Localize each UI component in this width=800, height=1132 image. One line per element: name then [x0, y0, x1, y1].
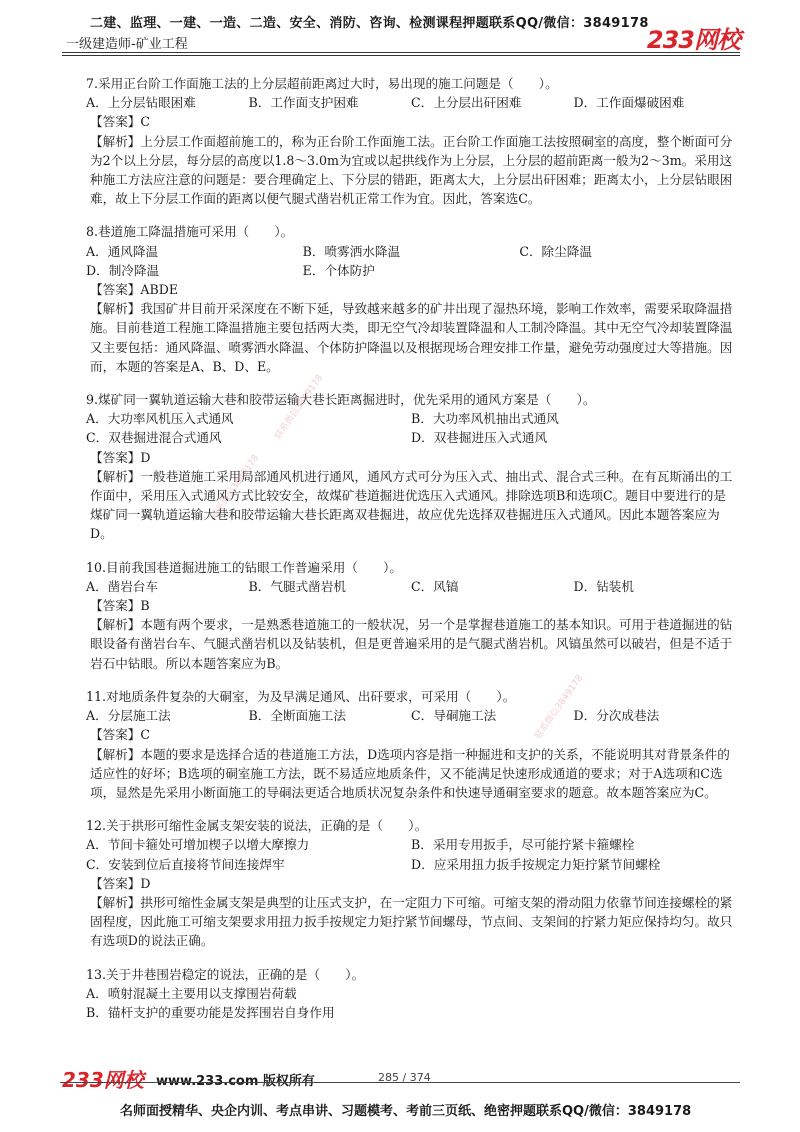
option-item: A．通风降温 [86, 243, 159, 259]
option-item: D．钻装机 [573, 578, 634, 594]
answer-line: 【答案】D [90, 449, 151, 465]
option-list [86, 242, 736, 280]
option-list [86, 577, 736, 596]
watermark-3: 联系微信3849178 [533, 673, 586, 742]
option-item: D．分次成巷法 [573, 708, 660, 724]
footer-promo: 名师面授精华、央企内训、考点串讲、习题模考、考前三页纸、绝密押题联系QQ/微信：3849178 [120, 1104, 692, 1119]
option-item: B．喷雾洒水降温 [302, 243, 401, 259]
option-item: B．大功率风机抽出式通风 [411, 411, 559, 427]
footer-rule [60, 1082, 740, 1083]
question-block [86, 687, 736, 802]
option-list [86, 984, 736, 1022]
option-list [86, 706, 736, 725]
analysis-text: 【解析】拱形可缩性金属支架是典型的让压式支护，在一定阻力下可缩。可缩支架的滑动阻力依靠节间连接螺栓的紧固程度，因此施工可缩支架要求用扭力扳手按规定力矩拧紧节间螺母，节点间、支架间的拧紧力矩应保持均匀。故只有选项D的说法正确。 [90, 894, 733, 949]
question-block [86, 965, 736, 1023]
option-item: B．采用专用扳手，尽可能拧紧卡箍螺栓 [411, 837, 635, 853]
question-stem: 8.巷道施工降温措施可采用（ ）。 [86, 224, 294, 240]
analysis-text: 【解析】本题的要求是选择合适的巷道施工方法，D选项内容是指一种掘进和支护的关系，不能说明其对背景条件的适应性的好坏；B选项的硐室施工方法，既不易适应地质条件，又不能满足快速形成通道的要求；对于A选项和C选项，显然是先采用小断面施工的导硐法更适合地质状况复杂条件和快速导通硐室要求的题意。故本题答案应为C。 [90, 746, 730, 800]
option-item: A．上分层钻眼困难 [86, 95, 196, 111]
option-item: C．双巷掘进混合式通风 [86, 430, 222, 446]
watermark-2: 联系微信3849178 [273, 373, 326, 442]
option-item: A．凿岩台车 [86, 578, 159, 594]
footer-logo: 233网校 [62, 1068, 144, 1092]
question-stem: 9.煤矿同一翼轨道运输大巷和胶带运输大巷长距离掘进时，优先采用的通风方案是（ ）。 [86, 392, 596, 408]
watermark-1: 联系微信3849178 [209, 453, 262, 522]
analysis-text: 【解析】一般巷道施工采用局部通风机进行通风，通风方式可分为压入式、抽出式、混合式三种。在有瓦斯涌出的工作面中，采用压入式通风方式比较安全，故煤矿巷道掘进优选压入式通风。排除选项B和选项C。题目中要进行的是煤矿同一翼轨道运输大巷和胶带运输大巷长距离双巷掘进，故应优先选择双巷掘进压入式通风。因此本题答案应为D。 [90, 468, 733, 542]
answer-line: 【答案】C [90, 114, 151, 130]
question-stem: 13.关于井巷围岩稳定的说法，正确的是（ ）。 [86, 966, 365, 982]
option-item: A．喷射混凝土主要用以支撑围岩荷载 [86, 985, 297, 1001]
option-item: C．上分层出矸困难 [411, 95, 522, 111]
option-item: A．节间卡箍处可增加楔子以增大摩擦力 [86, 837, 310, 853]
answer-line: 【答案】B [90, 598, 150, 614]
page-number: 285 / 374 [378, 1071, 431, 1084]
option-item: B．工作面支护困难 [248, 95, 359, 111]
option-item: D．应采用扭力扳手按规定力矩拧紧节间螺栓 [411, 856, 661, 872]
analysis-text: 【解析】上分层工作面超前施工的，称为正台阶工作面施工法。正台阶工作面施工法按照硐室的高度，整个断面可分为2个以上分层，每分层的高度以1.8～3.0m为宜或以起拱线作为上分层，上分层的超前距离一般为2～3m。采用这种施工方法应注意的问题是：要合理确定上、下分层的错距，距离太大，上分层出矸困难；距离太小，上分层钻眼困难，故上下分层工作面的距离以便气腿式凿岩机正常工作为宜。因此，答案选C。 [90, 133, 733, 207]
answer-line: 【答案】D [90, 875, 151, 891]
analysis-text: 【解析】我国矿井目前开采深度在不断下延，导致越来越多的矿井出现了湿热环境，影响工作效率，需要采取降温措施。目前巷道工程施工降温措施主要包括两大类，即无空气冷却装置降温和人工制冷降温。其中无空气冷却装置降温又主要包括：通风降温、喷雾洒水降温、个体防护降温以及根据现场合理安排工作量，避免劳动强度过大等措施。因而，本题的答案是A、B、D、E。 [90, 301, 733, 374]
option-list [86, 93, 736, 112]
option-item: B．全断面施工法 [248, 708, 346, 724]
option-item: E．个体防护 [302, 262, 375, 278]
question-list [86, 74, 736, 1036]
option-item: C．风镐 [411, 578, 459, 594]
option-item: A．大功率风机压入式通风 [86, 411, 234, 427]
option-list [86, 409, 736, 447]
question-stem: 10.目前我国巷道掘进施工的钻眼工作普遍采用（ ）。 [86, 559, 402, 575]
option-item: D．双巷掘进压入式通风 [411, 430, 548, 446]
footer-copyright: www.233.com 版权所有 [156, 1074, 315, 1089]
header-subject: 一级建造师-矿业工程 [66, 37, 188, 52]
option-item: B．锚杆支护的重要功能是发挥围岩自身作用 [86, 1004, 335, 1020]
question-block [86, 816, 736, 950]
answer-line: 【答案】ABDE [90, 282, 179, 298]
option-item: B．气腿式凿岩机 [248, 578, 346, 594]
analysis-text: 【解析】本题有两个要求，一是熟悉巷道施工的一般状况，另一个是掌握巷道施工的基本知识。可用于巷道掘进的钻眼设备有凿岩台车、气腿式凿岩机以及钻装机，但是更普遍采用的是气腿式凿岩机。风镐虽然可以破岩，但是不适于岩石中钻眼。所以本题答案应为B。 [90, 617, 733, 671]
option-item: D．制冷降温 [86, 262, 160, 278]
question-stem: 11.对地质条件复杂的大硐室，为及早满足通风、出矸要求，可采用（ ）。 [86, 688, 516, 704]
option-list [86, 835, 736, 873]
option-item: C．安装到位后直接将节间连接焊牢 [86, 856, 285, 872]
option-item: D．工作面爆破困难 [573, 95, 685, 111]
header-rule [62, 52, 740, 56]
brand-logo: 233网校 [646, 26, 740, 54]
header-top-text: 二建、监理、一建、一造、二造、安全、消防、咨询、检测课程押题联系QQ/微信：3849178 [90, 16, 649, 31]
question-block [86, 74, 736, 208]
option-item: A．分层施工法 [86, 708, 171, 724]
question-block [86, 390, 736, 544]
answer-line: 【答案】C [90, 727, 151, 743]
question-stem: 12.关于拱形可缩性金属支架安装的说法，正确的是（ ）。 [86, 818, 428, 834]
option-item: C．除尘降温 [519, 243, 592, 259]
question-block [86, 558, 736, 673]
question-stem: 7.采用正台阶工作面施工法的上分层超前距离过大时，易出现的施工问题是（ ）。 [86, 76, 558, 91]
question-block [86, 222, 736, 376]
option-item: C．导硐施工法 [411, 708, 497, 724]
